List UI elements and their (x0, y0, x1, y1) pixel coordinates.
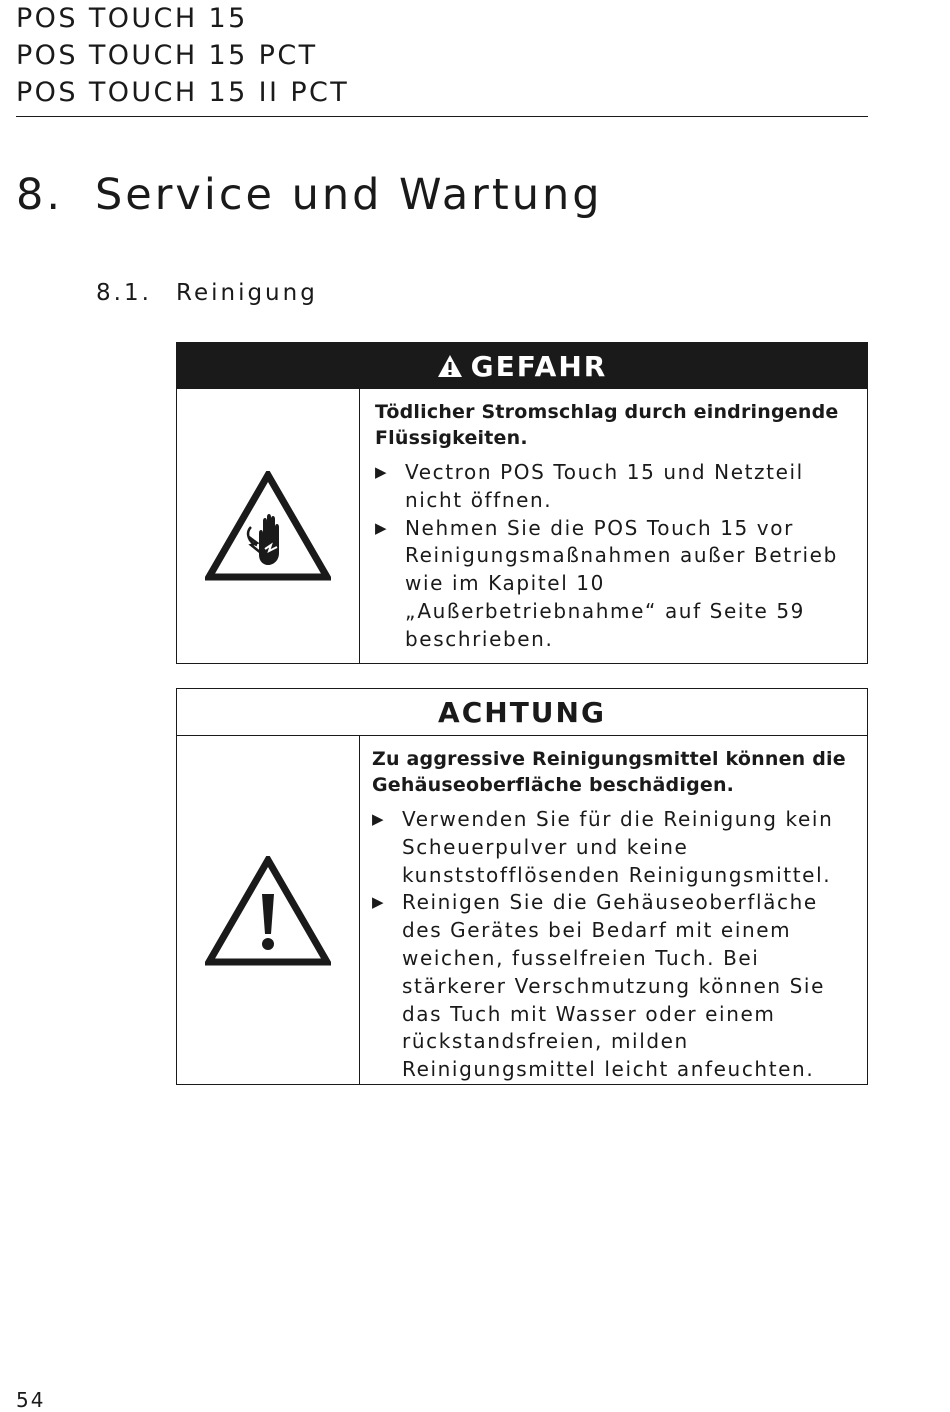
chapter-heading (16, 170, 603, 220)
bullet-arrow-icon: ▶ (372, 893, 386, 912)
chapter-number: 8. (16, 170, 64, 220)
list-item (375, 515, 857, 654)
notice-bullet-list (372, 806, 857, 1084)
bullet-text: Vectron POS Touch 15 und Netzteil nicht öffnen. (405, 460, 804, 512)
header-divider (16, 116, 868, 117)
notice-header (177, 689, 867, 736)
page-number: 54 (16, 1388, 46, 1412)
list-item (372, 889, 857, 1084)
bullet-arrow-icon: ▶ (375, 463, 389, 481)
bullet-text: Reinigen Sie die Gehäuseoberfläche des Gerätes bei Bedarf mit einem weichen, fusselfreien Tuch. Bei stärkerer Verschmutzung können Sie das Tuch mit Wasser oder einem rückstandsfreien, milden Reinigungsmittel leicht anfeuchten. (402, 890, 825, 1082)
danger-box (176, 342, 868, 664)
list-item (375, 459, 857, 515)
header-model-line: POS TOUCH 15 II PCT (16, 77, 350, 108)
danger-bullet-list (375, 459, 857, 654)
header-model-line: POS TOUCH 15 PCT (16, 40, 318, 71)
bullet-text: Nehmen Sie die POS Touch 15 vor Reinigungsmaßnahmen außer Betrieb wie im Kapitel 10 „Außerbetriebnahme“ auf Seite 59 beschrieben. (405, 515, 838, 651)
danger-title: GEFAHR (470, 349, 608, 383)
bullet-arrow-icon: ▶ (372, 810, 386, 828)
exclamation-warning-icon (177, 736, 360, 1085)
electric-shock-warning-icon (177, 389, 360, 663)
list-item (372, 806, 857, 889)
notice-box (176, 688, 868, 1085)
danger-lead-text: Tödlicher Stromschlag durch eindringende Flüssigkeiten. (375, 401, 839, 449)
danger-header (177, 343, 867, 389)
header-model-line: POS TOUCH 15 (16, 3, 248, 34)
section-number: 8.1. (96, 280, 152, 306)
chapter-title: Service und Wartung (95, 170, 603, 220)
section-heading (96, 280, 318, 306)
notice-lead-text: Zu aggressive Reinigungsmittel können die Gehäuseoberfläche beschädigen. (372, 748, 846, 796)
notice-title: ACHTUNG (438, 695, 606, 729)
document-header (16, 0, 349, 111)
section-title: Reinigung (176, 280, 318, 306)
bullet-text: Verwenden Sie für die Reinigung kein Scheuerpulver und keine kunststofflösenden Reinigungsmittel. (402, 807, 834, 887)
warning-triangle-icon (437, 354, 463, 378)
bullet-arrow-icon: ▶ (375, 518, 389, 537)
